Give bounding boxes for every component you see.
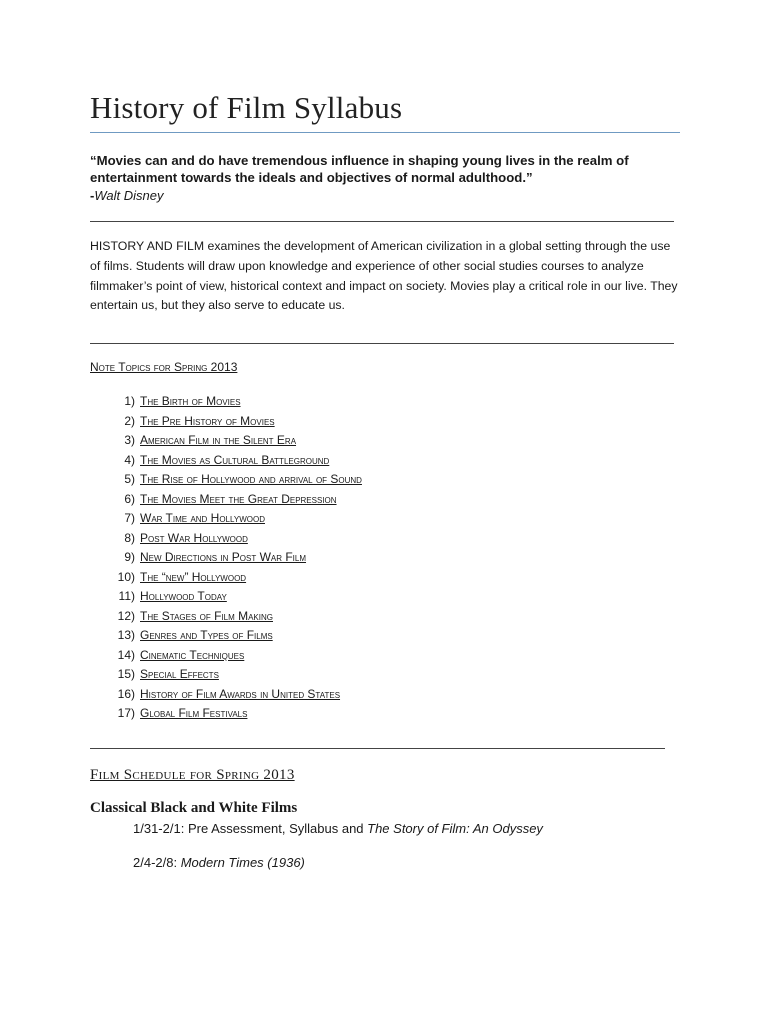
quote-dash: -	[90, 188, 95, 203]
entry-dates: 1/31-2/1:	[133, 821, 185, 836]
list-item	[110, 431, 362, 451]
list-item	[110, 607, 362, 627]
topic-label: The Movies as Cultural Battleground	[140, 452, 330, 467]
topic-number: 17)	[117, 706, 135, 720]
quote-text: “Movies can and do have tremendous influence in shaping young lives in the realm of entertainment towards the ideals and objectives of normal adulthood.”	[90, 153, 629, 185]
topic-number: 10)	[117, 569, 135, 584]
topic-number: 8)	[124, 530, 135, 545]
entry-film-title: Modern Times (1936)	[180, 855, 305, 870]
topic-number: 1)	[124, 394, 135, 408]
list-item	[110, 470, 362, 490]
list-item	[110, 665, 362, 685]
topic-number: 2)	[124, 413, 135, 428]
topic-label: The Stages of Film Making	[140, 608, 273, 623]
topic-label: New Directions in Post War Film	[140, 550, 307, 564]
list-item	[110, 704, 362, 724]
topic-number: 6)	[124, 491, 135, 506]
topic-label: Special Effects	[140, 667, 219, 681]
topic-label: History of Film Awards in United States	[140, 686, 341, 701]
list-item	[110, 548, 362, 568]
topic-number: 11)	[118, 589, 135, 603]
divider-line	[90, 343, 674, 344]
list-item	[110, 646, 362, 666]
list-item	[110, 685, 362, 705]
list-item	[110, 509, 362, 529]
list-item	[110, 412, 362, 432]
topic-label: Genres and Types of Films	[140, 628, 273, 642]
topic-label: The Movies Meet the Great Depression	[140, 491, 337, 506]
topic-number: 4)	[124, 452, 135, 467]
topic-number: 9)	[124, 550, 135, 564]
topic-label: The “new” Hollywood	[140, 569, 247, 584]
topic-label: War Time and Hollywood	[140, 511, 265, 525]
list-item	[110, 529, 362, 549]
quote-author: Walt Disney	[94, 188, 164, 203]
topic-label: The Pre History of Movies	[140, 413, 275, 428]
list-item	[110, 392, 362, 412]
title-divider	[90, 132, 680, 133]
list-item	[110, 451, 362, 471]
topic-label: Cinematic Techniques	[140, 647, 245, 662]
topic-number: 5)	[124, 472, 135, 486]
divider-line	[90, 221, 674, 222]
topic-label: Global Film Festivals	[140, 706, 248, 720]
topic-number: 14)	[117, 647, 135, 662]
section-heading: Classical Black and White Films	[90, 800, 298, 816]
schedule-entry	[133, 855, 305, 871]
list-item	[110, 587, 362, 607]
list-item	[110, 490, 362, 510]
topic-number: 12)	[117, 608, 135, 623]
list-item	[110, 626, 362, 646]
topic-number: 3)	[124, 433, 135, 447]
list-item	[110, 568, 362, 588]
topic-label: The Rise of Hollywood and arrival of Sound	[140, 472, 362, 486]
schedule-heading: Film Schedule for Spring 2013	[90, 767, 295, 783]
schedule-entry	[133, 821, 543, 837]
course-description: HISTORY AND FILM examines the development of American civilization in a global setting through the use of films. Students will draw upon knowledge and experience of other social studies courses to analyze filmmaker’s point of view, historical context and impact on society. Movies play a critical role in our live. They entertain us, but they also serve to educate us.	[90, 239, 678, 313]
topic-label: Post War Hollywood	[140, 530, 248, 545]
topic-number: 15)	[117, 667, 135, 681]
topic-label: American Film in the Silent Era	[140, 433, 297, 447]
topics-list	[110, 392, 362, 724]
page-title: History of Film Syllabus	[90, 90, 403, 125]
topic-label: The Birth of Movies	[140, 394, 241, 408]
divider-line	[90, 748, 665, 749]
topic-number: 16)	[117, 686, 135, 701]
entry-dates: 2/4-2/8:	[133, 855, 178, 870]
topic-number: 13)	[117, 628, 135, 642]
quote-attribution	[90, 188, 163, 204]
entry-text: Pre Assessment, Syllabus and	[184, 821, 368, 836]
topic-label: Hollywood Today	[140, 589, 227, 603]
topic-number: 7)	[124, 511, 135, 525]
topics-heading: Note Topics for Spring 2013	[90, 360, 238, 374]
entry-film-title: The Story of Film: An Odyssey	[367, 821, 543, 836]
